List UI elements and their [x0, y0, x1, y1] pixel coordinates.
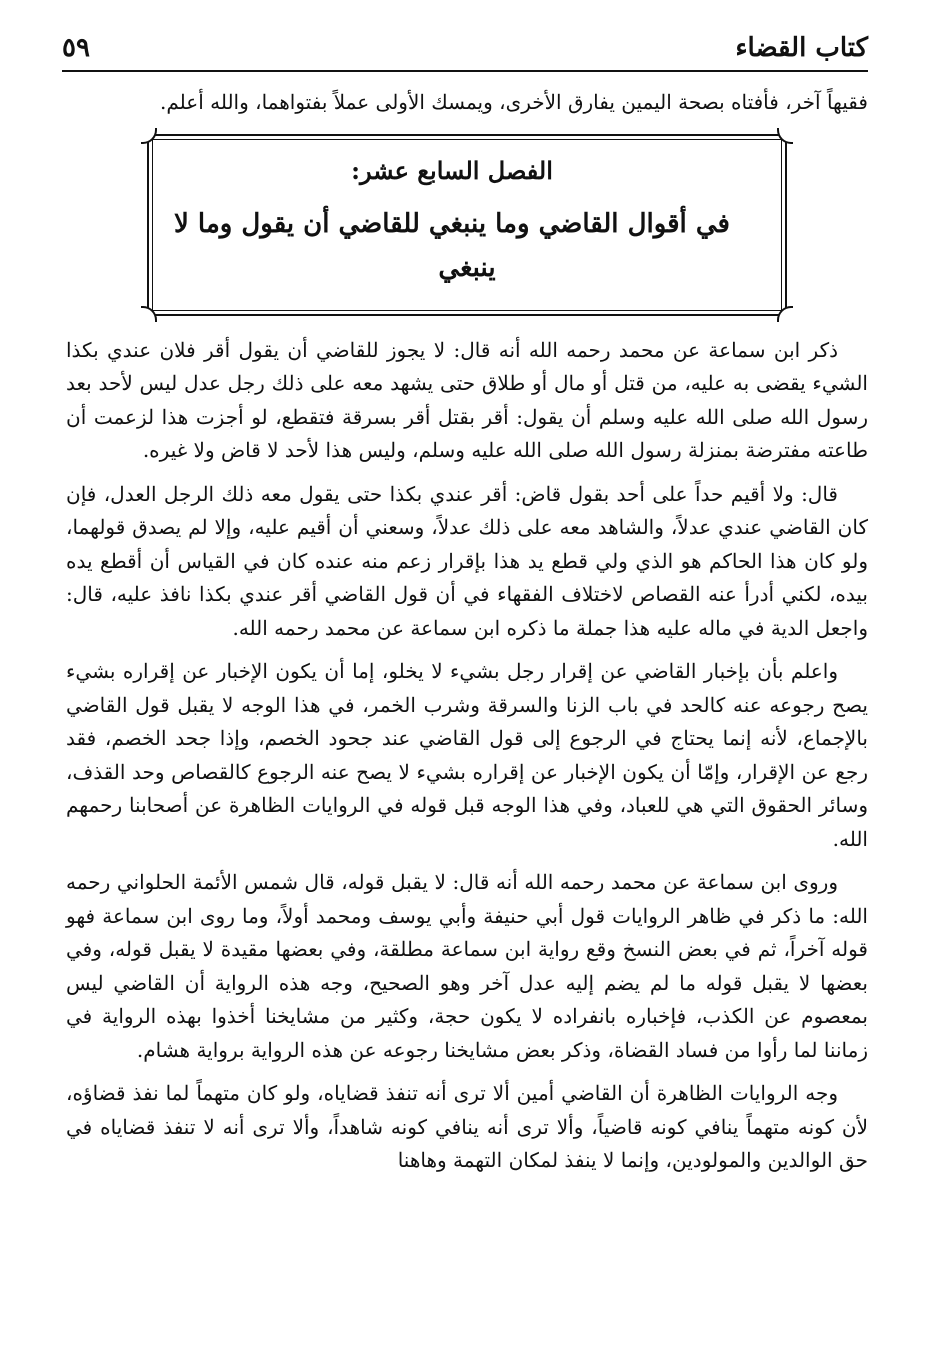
intro-paragraph: فقيهاً آخر، فأفتاه بصحة اليمين يفارق الأخرى، ويمسك الأولى عملاً بفتواهما، والله أعلم.: [159, 90, 868, 114]
section-heading: الفصل السابع عشر:: [351, 155, 553, 185]
chapter-title: كتاب القضاء: [735, 33, 868, 63]
body-paragraph: واعلم بأن بإخبار القاضي عن إقرار رجل بشيء لا يخلو، إما أن يكون الإخبار عن إقراره بشيء يصح رجوعه عنه كالحد في باب الزنا والسرقة وشرب الخمر، في هذا الوجه لا يقبل قول القاضي بالإجماع، لأنه إنما يحتاج في الرجوع إلى قول القاضي عند جحود الخصم، وإذا جحد الخصم، فقد رجع عن الإقرار، وإمّا أن يكون الإخبار عن إقراره بشيء لا يصح عنه الرجوع كالقصاص وحد القذف، وسائر الحقوق التي هي للعباد، وفي هذا الوجه قبل قوله في الروايات الظاهرة عن أصحابنا رحمهم الله.: [66, 659, 868, 851]
body-paragraph: وروى ابن سماعة عن محمد رحمه الله أنه قال: لا يقبل قوله، قال شمس الأئمة الحلواني رحمه الله: ما ذكر في ظاهر الروايات قول أبي حنيفة وأبي يوسف ومحمد أولاً، وما روى ابن سماعة فهو قوله آخراً، ثم في بعض النسخ وقع رواية ابن سماعة مطلقة، وفي بعضها مقيدة لا يقبل قوله، وفي بعضها لا يقبل قوله ما لم يضم إليه عدل آخر وهو الصحيح، وجه هذه الرواية أن القاضي ليس بمعصوم عن الكذب، فإخباره بانفراده لا يكون حجة، وكثير من مشايخنا أخذوا بهذه الرواية في زماننا لما رأوا من فساد القضاة، وذكر بعض مشايخنا رجوعه عن هذه الرواية برواية هشام.: [66, 870, 868, 1062]
body-paragraph: وجه الروايات الظاهرة أن القاضي أمين ألا ترى أنه تنفذ قضاياه، ولو كان متهماً لما نفذ قضاؤه، لأن كونه متهماً ينافي كونه قاضياً، وألا ترى أنه ينافي كونه شاهداً، وألا ترى أنه لا تنفذ قضاياه في حق الوالدين والمولودين، وإنما لا ينفذ لمكان التهمة وهاهنا: [66, 1081, 868, 1172]
section-heading-box: [147, 134, 787, 316]
section-subheading: في أقوال القاضي وما ينبغي للقاضي أن يقول وما لا ينبغي: [174, 208, 730, 283]
body-paragraph: قال: ولا أقيم حداً على أحد بقول قاض: أقر عندي بكذا حتى يقول معه ذلك الرجل العدل، فإن كان القاضي عندي عدلاً، والشاهد معه على ذلك عدلاً، وسعني أن أقيم عليه، وإلا لم يصدق قولهما، ولو كان هذا الحاكم هو الذي ولي قطع يد هذا بإقرار زعم منه عنده كان في القياس أن أقطع يده بيده، لكني أدرأ عنه القصاص لاختلاف الفقهاء في أن قول القاضي أقر عندي بكذا نافذ عليه، قال: واجعل الدية في ماله عليه هذا جملة ما ذكره ابن سماعة عن محمد رحمه الله.: [66, 481, 869, 640]
running-head: [62, 26, 868, 72]
page-number: ٥٩: [62, 33, 90, 63]
section-heading-frame: [152, 139, 782, 311]
page-body: [66, 86, 868, 1188]
body-paragraph: ذكر ابن سماعة عن محمد رحمه الله أنه قال: لا يجوز للقاضي أن يقول أقر فلان عندي بكذا الشيء يقضى به عليه، من قتل أو مال أو طلاق حتى يشهد معه على ذلك رجل عدل ليس لأحد بعد رسول الله صلى الله عليه وسلم أن يقول: أقر بقتل أقر بسرقة فتقطع، لو أجزت هذا لزعمت أن طاعته مفترضة بمنزلة رسول الله صلى الله عليه وسلم، وليس هذا لأحد لا قاض ولا غيره.: [66, 337, 868, 462]
